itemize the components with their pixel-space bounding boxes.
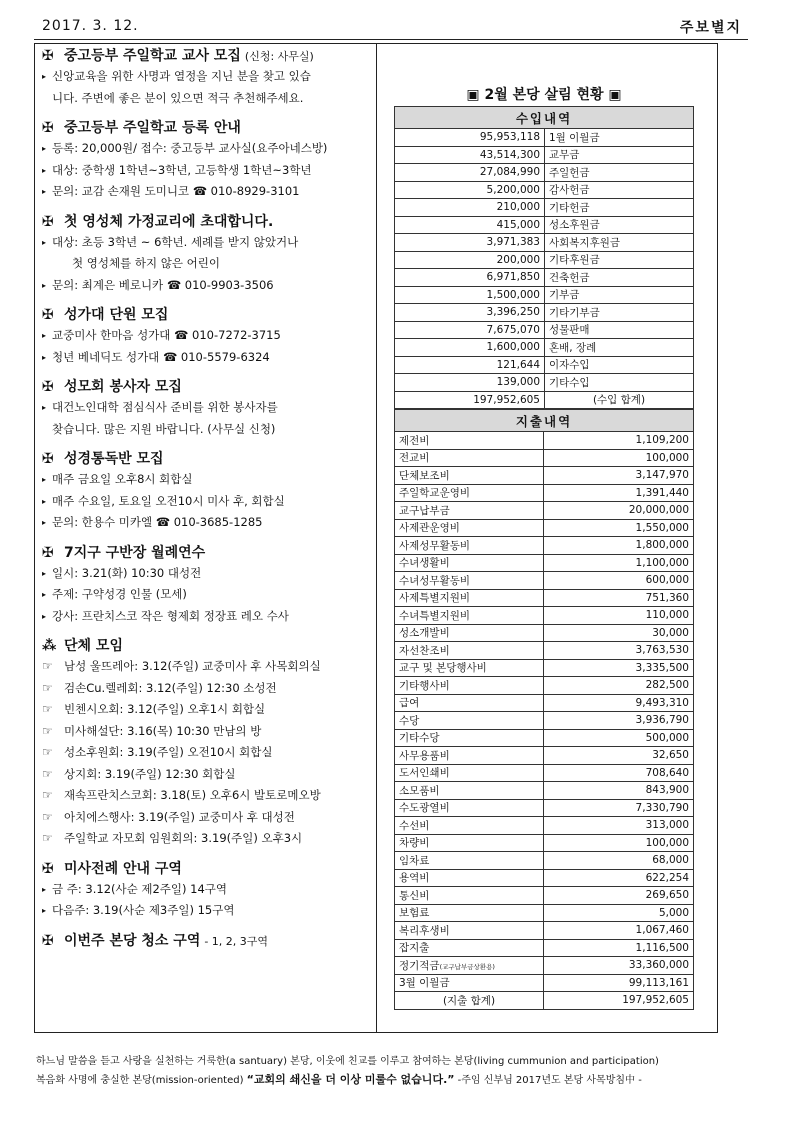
expense-label: 임차료: [399, 854, 430, 867]
cross-mark-icon: ✠: [42, 48, 54, 64]
expense-label-cell: [395, 642, 544, 660]
section-teacher-recruit: [42, 46, 370, 109]
income-label: 혼배, 장례: [545, 339, 694, 357]
expense-amount: 68,000: [544, 852, 694, 870]
footer-mission: [36, 1053, 756, 1090]
expense-label: 3월 이월금: [399, 977, 450, 990]
income-label: 기타헌금: [545, 199, 694, 217]
expense-amount: 600,000: [544, 572, 694, 590]
expense-total-row: [395, 992, 694, 1010]
income-total-row: [395, 391, 694, 409]
triangle-bullet-icon: ▸: [42, 611, 47, 621]
expense-row: [395, 834, 694, 852]
expense-row: [395, 572, 694, 590]
expense-header: 지출내역: [395, 410, 694, 432]
income-row: [395, 304, 694, 322]
expense-row: [395, 939, 694, 957]
info-line: 첫 영성체를 하지 않은 어린이: [72, 256, 220, 270]
triangle-bullet-icon: ▸: [42, 568, 47, 578]
expense-label-cell: [395, 572, 544, 590]
expense-label: 수도광열비: [399, 802, 450, 815]
expense-label-cell: [395, 694, 544, 712]
expense-row: [395, 432, 694, 450]
income-amount: 210,000: [395, 199, 545, 217]
section-group-meetings: [42, 636, 370, 850]
income-label: 교무금: [545, 146, 694, 164]
expense-label: 주일학교운영비: [399, 487, 471, 500]
expense-amount: 7,330,790: [544, 799, 694, 817]
info-line: 신앙교육을 위한 사명과 열정을 지닌 분을 찾고 있습: [52, 69, 311, 83]
expense-label: 수선비: [399, 819, 430, 832]
top-bar: [34, 14, 748, 40]
expense-label-cell: [395, 624, 544, 642]
expense-label-cell: [395, 869, 544, 887]
income-row: [395, 146, 694, 164]
section-district-training: [42, 543, 370, 628]
triangle-bullet-icon: ▸: [42, 590, 47, 599]
cross-mark-icon: ✠: [42, 860, 54, 877]
expense-label-cell: [395, 432, 544, 450]
expense-label-cell: [395, 852, 544, 870]
info-line: 금 주: 3.12(사순 제2주일) 14구역: [52, 881, 228, 896]
info-line: 매주 수요일, 토요일 오전10시 미사 후, 회합실: [52, 493, 285, 508]
expense-amount: 1,800,000: [544, 537, 694, 555]
boxed-square-icon: ▣: [466, 87, 480, 103]
expense-row: [395, 712, 694, 730]
pointing-hand-icon: ☞: [42, 788, 53, 802]
section-title: 단체 모임: [64, 638, 123, 654]
section-title: 미사전례 안내 구역: [64, 860, 182, 877]
income-row: [395, 164, 694, 182]
expense-label: 사제성무활동비: [399, 539, 471, 552]
expense-label-cell: [395, 519, 544, 537]
meeting-item: 미사해설단: 3.16(목) 10:30 만남의 방: [64, 723, 262, 738]
income-row: [395, 356, 694, 374]
income-label: 이자수입: [545, 356, 694, 374]
expense-amount: 269,650: [544, 887, 694, 905]
meeting-item: 검손Cu.렐레회: 3.12(주일) 12:30 소성전: [64, 680, 277, 695]
expense-row: [395, 817, 694, 835]
cross-mark-icon: ✠: [42, 213, 54, 230]
meeting-item: 성소후원회: 3.19(주일) 오전10시 회합실: [64, 745, 273, 759]
income-amount: 1,600,000: [395, 339, 545, 357]
expense-label: 사무용품비: [399, 749, 450, 762]
section-bible-reading: [42, 449, 370, 534]
info-line: 대건노인대학 점심식사 준비를 위한 봉사자를: [52, 400, 278, 414]
expense-amount: 99,113,161: [544, 974, 694, 992]
expense-row: [395, 677, 694, 695]
circle-dots-icon: ⁂: [42, 638, 57, 654]
triangle-bullet-icon: ▸: [42, 144, 47, 153]
bulletin-name: 주보별지: [679, 20, 742, 36]
info-line: 청년 베네딕도 성가대 ☎ 010-5579-6324: [52, 349, 270, 364]
expense-amount: 1,109,200: [544, 432, 694, 450]
pointing-hand-icon: ☞: [42, 702, 53, 716]
income-label: 성소후원금: [545, 216, 694, 234]
section-title: 중고등부 주일학교 교사 모집: [64, 48, 241, 64]
expense-label: 복리후생비: [399, 924, 450, 937]
income-amount: 6,971,850: [395, 269, 545, 287]
income-amount: 415,000: [395, 216, 545, 234]
triangle-bullet-icon: ▸: [42, 280, 47, 290]
triangle-bullet-icon: ▸: [42, 72, 47, 81]
expense-label-cell: [395, 502, 544, 520]
expense-label-cell: [395, 887, 544, 905]
finance-title-text: 2월 본당 살림 현황: [484, 87, 604, 103]
income-row: [395, 286, 694, 304]
triangle-bullet-icon: ▸: [42, 187, 47, 196]
expense-label: 기타수당: [399, 732, 440, 745]
expense-label-cell: [395, 747, 544, 765]
triangle-bullet-icon: ▸: [42, 475, 47, 484]
info-line: 일시: 3.21(화) 10:30 대성전: [52, 565, 202, 580]
expense-row: [395, 974, 694, 992]
announcements-column: [42, 46, 370, 960]
boxed-square-icon: ▣: [608, 87, 622, 103]
expense-amount: 9,493,310: [544, 694, 694, 712]
issue-date: 2017. 3. 12.: [42, 18, 139, 34]
section-note: (신청: 사무실): [244, 50, 314, 63]
expense-label-cell: [395, 904, 544, 922]
income-row: [395, 129, 694, 147]
income-row: [395, 339, 694, 357]
meeting-item: 빈첸시오회: 3.12(주일) 오후1시 회합실: [64, 702, 266, 716]
income-label: 기타기부금: [545, 304, 694, 322]
expense-amount: 622,254: [544, 869, 694, 887]
section-title: 7지구 구반장 월례연수: [64, 544, 206, 561]
expense-label: 전교비: [399, 452, 430, 465]
expense-label-cell: [395, 922, 544, 940]
info-line: 문의: 최계은 베로니카 ☎ 010-9903-3506: [52, 277, 274, 292]
expense-label-cell: [395, 729, 544, 747]
section-title: 성모회 봉사자 모집: [64, 379, 182, 395]
expense-row: [395, 449, 694, 467]
info-line: 주제: 구약성경 인물 (모세): [52, 587, 187, 601]
cross-mark-icon: ✠: [42, 379, 54, 395]
expense-row: [395, 957, 694, 975]
expense-amount: 1,550,000: [544, 519, 694, 537]
expense-row: [395, 887, 694, 905]
expense-row: [395, 519, 694, 537]
expense-label-cell: [395, 607, 544, 625]
info-line: 문의: 교감 손재원 도미니코 ☎ 010-8929-3101: [52, 184, 300, 198]
triangle-bullet-icon: ▸: [42, 403, 47, 412]
cross-mark-icon: ✠: [42, 307, 54, 323]
expense-row: [395, 904, 694, 922]
expense-row: [395, 589, 694, 607]
income-amount: 121,644: [395, 356, 545, 374]
expense-amount: 100,000: [544, 449, 694, 467]
expense-row: [395, 869, 694, 887]
expense-label: 수녀생활비: [399, 557, 450, 570]
mission-line-2: [36, 1071, 756, 1090]
expense-label: 사제특별지원비: [399, 592, 471, 605]
expense-label-cell: [395, 659, 544, 677]
section-title: 이번주 본당 청소 구역: [64, 932, 201, 949]
income-row: [395, 374, 694, 392]
info-line: 문의: 한용수 미카엘 ☎ 010-3685-1285: [52, 515, 263, 529]
expense-label-cell: [395, 677, 544, 695]
info-line: 찾습니다. 많은 지원 바랍니다. (사무실 신청): [52, 421, 276, 436]
expense-row: [395, 607, 694, 625]
expense-label-cell: [395, 554, 544, 572]
expense-label-cell: [395, 799, 544, 817]
expense-label-cell: [395, 712, 544, 730]
income-amount: 43,514,300: [395, 146, 545, 164]
expense-label-cell: [395, 467, 544, 485]
income-amount: 139,000: [395, 374, 545, 392]
expense-amount: 3,147,970: [544, 467, 694, 485]
section-title: 첫 영성체 가정교리에 초대합니다.: [64, 213, 274, 230]
expense-label-cell: [395, 782, 544, 800]
info-line: 대상: 초등 3학년 ~ 6학년. 세례를 받지 않았거나: [52, 234, 299, 249]
income-row: [395, 251, 694, 269]
expense-label: 소모품비: [399, 784, 440, 797]
expense-label: 사제관운영비: [399, 522, 460, 535]
section-note: - 1, 2, 3구역: [204, 934, 269, 948]
cross-mark-icon: ✠: [42, 932, 54, 949]
expense-table: [394, 409, 694, 1010]
expense-amount: 110,000: [544, 607, 694, 625]
pointing-hand-icon: ☞: [42, 680, 53, 695]
info-line: 다음주: 3.19(사순 제3주일) 15구역: [52, 903, 235, 917]
expense-amount: 751,360: [544, 589, 694, 607]
finance-title: [384, 84, 704, 104]
expense-amount: 708,640: [544, 764, 694, 782]
income-label: 주일헌금: [545, 164, 694, 182]
section-choir: [42, 305, 370, 368]
expense-label: 제전비: [399, 434, 430, 447]
income-label: 감사헌금: [545, 181, 694, 199]
mission-source: -주임 신부님 2017년도 본당 사목방침中 -: [454, 1075, 642, 1086]
expense-amount: 3,936,790: [544, 712, 694, 730]
section-liturgy-district: [42, 859, 370, 922]
expense-label-cell: [395, 764, 544, 782]
expense-label: 통신비: [399, 889, 430, 902]
expense-label-cell: [395, 449, 544, 467]
income-label: 성물판매: [545, 321, 694, 339]
income-label: 1월 이월금: [545, 129, 694, 147]
expense-label-cell: [395, 484, 544, 502]
income-total-amount: 197,952,605: [395, 391, 545, 409]
finance-column: [394, 106, 694, 1010]
expense-row: [395, 852, 694, 870]
income-amount: 5,200,000: [395, 181, 545, 199]
income-table: [394, 106, 694, 409]
income-header: 수입내역: [395, 107, 694, 129]
info-line: 교중미사 한마음 성가대 ☎ 010-7272-3715: [52, 328, 281, 342]
section-title: 성가대 단원 모집: [64, 307, 169, 323]
expense-label: 교구납부금: [399, 504, 450, 517]
cross-mark-icon: ✠: [42, 544, 54, 561]
expense-amount: 500,000: [544, 729, 694, 747]
meeting-item: 아치에스행사: 3.19(주일) 교중미사 후 대성전: [64, 809, 295, 824]
expense-total-amount: 197,952,605: [544, 992, 694, 1010]
triangle-bullet-icon: ▸: [42, 237, 47, 247]
expense-row: [395, 764, 694, 782]
cross-mark-icon: ✠: [42, 451, 54, 467]
expense-label-cell: [395, 589, 544, 607]
meeting-item: 남성 울뜨레아: 3.12(주일) 교중미사 후 사목회의실: [64, 659, 321, 673]
expense-amount: 1,116,500: [544, 939, 694, 957]
income-label: 기타후원금: [545, 251, 694, 269]
info-line: 강사: 프란치스코 작은 형제회 정장표 레오 수사: [52, 608, 289, 623]
expense-label-cell: [395, 817, 544, 835]
expense-label: 수당: [399, 714, 420, 727]
income-amount: 3,396,250: [395, 304, 545, 322]
pointing-hand-icon: ☞: [42, 809, 53, 824]
section-cleaning-district: [42, 931, 370, 951]
column-divider: [376, 43, 377, 1033]
pointing-hand-icon: ☞: [42, 659, 53, 673]
triangle-bullet-icon: ▸: [42, 165, 47, 175]
mission-quote: “교회의 쇄신을 더 이상 미룰수 없습니다.”: [246, 1073, 455, 1086]
expense-total-label: (지출 합계): [395, 992, 544, 1010]
expense-label-cell: [395, 537, 544, 555]
expense-label: 자선찬조비: [399, 644, 450, 657]
expense-amount: 20,000,000: [544, 502, 694, 520]
expense-label: 용역비: [399, 872, 430, 885]
expense-label: 보험료: [399, 907, 430, 920]
pointing-hand-icon: ☞: [42, 766, 53, 781]
triangle-bullet-icon: ▸: [42, 884, 47, 894]
expense-label-cell: [395, 974, 544, 992]
income-label: 기타수입: [545, 374, 694, 392]
info-line: 등록: 20,000원/ 접수: 중고등부 교사실(요주아네스방): [52, 141, 328, 155]
expense-label-cell: [395, 834, 544, 852]
expense-row: [395, 502, 694, 520]
expense-label: 수녀특별지원비: [399, 609, 471, 622]
income-row: [395, 216, 694, 234]
expense-amount: 3,763,530: [544, 642, 694, 660]
expense-label: 단체보조비: [399, 469, 450, 482]
expense-label: 수녀성무활동비: [399, 574, 471, 587]
expense-row: [395, 747, 694, 765]
income-row: [395, 199, 694, 217]
income-label: 건축헌금: [545, 269, 694, 287]
expense-amount: 1,391,440: [544, 484, 694, 502]
expense-label-cell: [395, 939, 544, 957]
income-total-label: (수입 합계): [545, 391, 694, 409]
pointing-hand-icon: ☞: [42, 723, 53, 738]
expense-amount: 30,000: [544, 624, 694, 642]
expense-label: 정기적금: [399, 959, 440, 972]
expense-label-cell: [395, 957, 544, 975]
expense-row: [395, 799, 694, 817]
expense-row: [395, 467, 694, 485]
income-amount: 95,953,118: [395, 129, 545, 147]
income-amount: 27,084,990: [395, 164, 545, 182]
expense-row: [395, 729, 694, 747]
triangle-bullet-icon: ▸: [42, 331, 47, 340]
meeting-item: 상지회: 3.19(주일) 12:30 회합실: [64, 766, 236, 781]
expense-amount: 282,500: [544, 677, 694, 695]
income-amount: 1,500,000: [395, 286, 545, 304]
expense-row: [395, 782, 694, 800]
expense-row: [395, 554, 694, 572]
triangle-bullet-icon: ▸: [42, 352, 47, 362]
income-row: [395, 181, 694, 199]
expense-row: [395, 694, 694, 712]
expense-label: 도서인쇄비: [399, 767, 450, 780]
expense-row: [395, 922, 694, 940]
expense-amount: 100,000: [544, 834, 694, 852]
section-title: 중고등부 주일학교 등록 안내: [64, 120, 241, 136]
info-line: 매주 금요일 오후8시 회합실: [52, 472, 193, 486]
income-label: 사회복지후원금: [545, 234, 694, 252]
expense-row: [395, 624, 694, 642]
expense-amount: 843,900: [544, 782, 694, 800]
expense-row: [395, 659, 694, 677]
expense-amount: 1,100,000: [544, 554, 694, 572]
expense-row: [395, 642, 694, 660]
section-title: 성경통독반 모집: [64, 451, 164, 467]
expense-amount: 5,000: [544, 904, 694, 922]
income-row: [395, 321, 694, 339]
meeting-item: 주일학교 자모회 임원회의: 3.19(주일) 오후3시: [64, 831, 303, 845]
expense-label: 성소개발비: [399, 627, 450, 640]
expense-note: (교구납부금상환용): [439, 962, 495, 971]
section-volunteers: [42, 377, 370, 440]
pointing-hand-icon: ☞: [42, 745, 53, 759]
mission-text: 복음화 사명에 충실한 본당(mission-oriented): [36, 1075, 247, 1086]
income-amount: 7,675,070: [395, 321, 545, 339]
info-line: 니다. 주변에 좋은 분이 있으면 적극 추천해주세요.: [52, 90, 304, 105]
expense-amount: 313,000: [544, 817, 694, 835]
triangle-bullet-icon: ▸: [42, 906, 47, 915]
income-row: [395, 269, 694, 287]
expense-amount: 1,067,460: [544, 922, 694, 940]
expense-amount: 32,650: [544, 747, 694, 765]
expense-amount: 33,360,000: [544, 957, 694, 975]
income-amount: 3,971,383: [395, 234, 545, 252]
cross-mark-icon: ✠: [42, 120, 54, 136]
income-amount: 200,000: [395, 251, 545, 269]
income-row: [395, 234, 694, 252]
expense-row: [395, 537, 694, 555]
expense-label: 기타행사비: [399, 679, 450, 692]
triangle-bullet-icon: ▸: [42, 496, 47, 506]
expense-row: [395, 484, 694, 502]
section-registration: [42, 118, 370, 203]
info-line: 대상: 중학생 1학년~3학년, 고등학생 1학년~3학년: [52, 162, 312, 177]
meeting-item: 재속프란치스코회: 3.18(토) 오후6시 발토로메오방: [64, 788, 321, 802]
income-label: 기부금: [545, 286, 694, 304]
expense-label: 잡지출: [399, 942, 430, 955]
expense-amount: 3,335,500: [544, 659, 694, 677]
pointing-hand-icon: ☞: [42, 831, 53, 845]
section-first-communion: [42, 212, 370, 297]
mission-line-1: 하느님 말씀을 듣고 사랑을 실천하는 거룩한(a santuary) 본당, 이웃에 친교를 이루고 참여하는 본당(living cummunion and participation): [36, 1056, 659, 1067]
expense-label: 교구 및 본당행사비: [399, 662, 487, 675]
expense-label: 급여: [399, 697, 420, 710]
triangle-bullet-icon: ▸: [42, 518, 47, 527]
expense-label: 차량비: [399, 837, 430, 850]
